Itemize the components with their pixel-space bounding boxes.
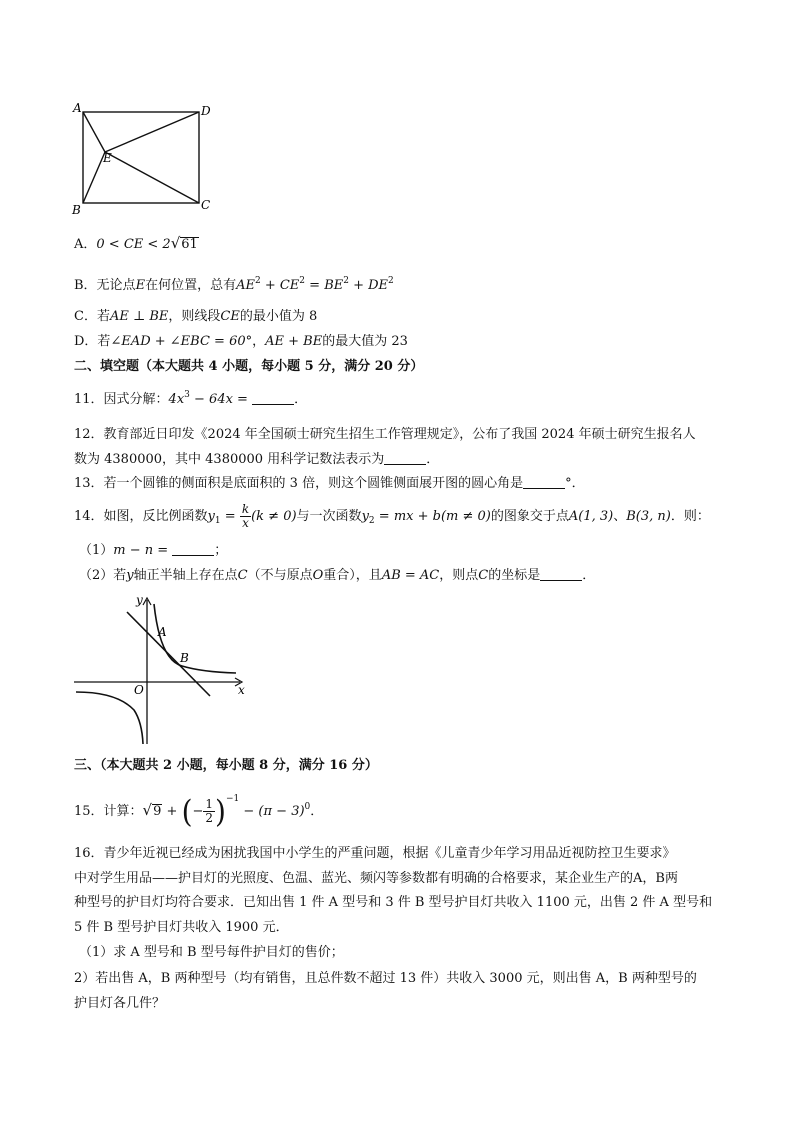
label-e: E bbox=[103, 151, 112, 165]
option-c: C．若AE ⊥ BE，则线段CE的最小值为 8 bbox=[74, 309, 318, 324]
answer-blank bbox=[523, 476, 565, 489]
question-12-line-1: 12．教育部近日印发《2024 年全国硕士研究生招生工作管理规定》，公布了我国 2024 年硕士研究生报名人 bbox=[74, 427, 696, 442]
segment-ae bbox=[83, 112, 105, 152]
answer-blank bbox=[384, 452, 426, 465]
question-16-part-2-line-2: 护目灯各几件？ bbox=[74, 996, 166, 1011]
question-12-line-2: 数为 4380000，其中 4380000 用科学记数法表示为 ． bbox=[74, 452, 440, 467]
option-a: A．0 < CE < 2√61 bbox=[74, 234, 198, 252]
function-graph bbox=[72, 592, 250, 748]
question-16-line-2: 中对学生用品——护目灯的光照度、色温、蓝光、频闪等参数都有明确的合格要求，某企业生产的A，B两 bbox=[74, 871, 678, 886]
question-14-part-1: （1）m − n = ； bbox=[79, 543, 228, 558]
question-15: 15．计算：√9 + (− $\frac{1}{2}$ )$^{-1} - (\pi - 3)^0$． bbox=[74, 792, 324, 830]
label-b: B bbox=[72, 203, 81, 217]
section-3-title: 三、（本大题共 2 小题，每小题 8 分，满分 16 分） bbox=[74, 758, 378, 773]
label-point-b: B bbox=[180, 651, 189, 665]
label-c: C bbox=[201, 198, 211, 212]
segment-be bbox=[83, 152, 105, 203]
rectangle-abcd bbox=[83, 112, 199, 203]
rectangle-figure bbox=[68, 100, 218, 218]
answer-blank bbox=[172, 543, 214, 556]
option-b: B．无论点E在何位置，总有$AE^2 + CE^2 = BE^2 + DE^2$ bbox=[74, 276, 394, 293]
question-16-line-3: 种型号的护目灯均符合要求．已知出售 1 件 A 型号和 3 件 B 型号护目灯共收入 1100 元，出售 2 件 A 型号和 bbox=[74, 895, 713, 910]
question-16-line-4: 5 件 B 型号护目灯共收入 1900 元． bbox=[74, 920, 289, 935]
segment-de bbox=[105, 112, 199, 152]
answer-blank bbox=[540, 568, 582, 581]
label-y-axis: y bbox=[136, 593, 143, 607]
label-origin: O bbox=[134, 683, 144, 697]
segment-ce bbox=[105, 152, 199, 203]
hyperbola-branch-2 bbox=[76, 692, 143, 744]
label-x-axis: x bbox=[238, 683, 245, 697]
answer-blank bbox=[252, 392, 294, 405]
label-point-a: A bbox=[158, 625, 167, 639]
question-14: 14．如图，反比例函数$y_1$ = $\frac{k}{x}$ (k ≠ 0)与一次函数$y_2$ = mx + b(m ≠ 0)的图象交于点A(1, 3)、B(3, n)．则： bbox=[74, 502, 710, 530]
question-14-part-2: （2）若y轴正半轴上存在点C（不与原点O重合），且AB = AC，则点C的坐标是 ． bbox=[79, 568, 596, 583]
question-13: 13．若一个圆锥的侧面积是底面积的 3 倍，则这个圆锥侧面展开图的圆心角是 °． bbox=[74, 476, 585, 491]
question-16-line-1: 16．青少年近视已经成为困扰我国中小学生的严重问题，根据《儿童青少年学习用品近视防控卫生要求》 bbox=[74, 846, 676, 861]
question-16-part-1: （1）求 A 型号和 B 型号每件护目灯的售价； bbox=[79, 945, 344, 960]
question-16-part-2-line-1: 2）若出售 A，B 两种型号（均有销售，且总件数不超过 13 件）共收入 3000 元，则出售 A，B 两种型号的 bbox=[74, 971, 697, 986]
label-d: D bbox=[201, 104, 211, 118]
question-11: 11．因式分解：$4x^3 - 64x$ = ． bbox=[74, 390, 308, 407]
section-2-title: 二、填空题（本大题共 4 小题，每小题 5 分，满分 20 分） bbox=[74, 359, 424, 374]
option-d: D．若∠EAD + ∠EBC = 60°，AE + BE的最大值为 23 bbox=[74, 334, 408, 349]
label-a: A bbox=[73, 101, 82, 115]
